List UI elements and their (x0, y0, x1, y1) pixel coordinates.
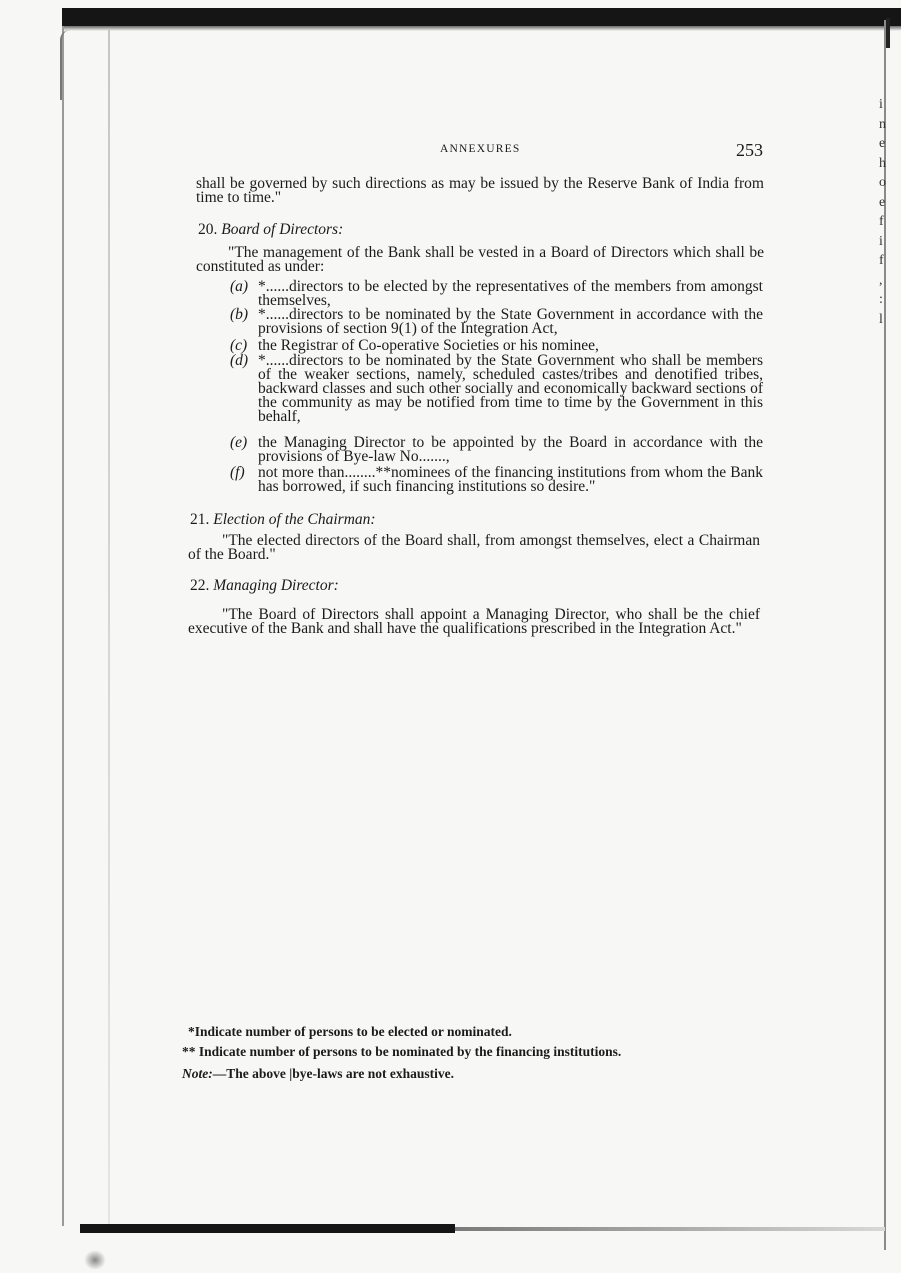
scan-page-curl (60, 30, 78, 100)
margin-fragment: e (879, 194, 886, 210)
section-21-heading (190, 512, 376, 528)
margin-fragment: l (879, 311, 883, 327)
section-number: 20. (198, 221, 218, 238)
list-item (230, 280, 765, 308)
running-head: ANNEXURES (440, 143, 521, 155)
scan-top-border (62, 8, 901, 26)
margin-fragment: i (879, 233, 883, 249)
footnote-note (182, 1066, 454, 1082)
note-label: Note: (182, 1066, 213, 1081)
margin-fragment: , (879, 272, 883, 288)
section-22-paragraph: "The Board of Directors shall appoint a Managing Director, who shall be the chief executive of the Bank and shall have the qualifications prescribed in the Integration Act." (188, 606, 760, 637)
list-item (230, 308, 765, 336)
item-text: *......directors to be nominated by the State Government who shall be members of the weaker sections, namely, scheduled castes/tribes and denotified tribes, backward classes and such other socially and economically backward sections of the community as may be notified from time to time by the Government in this behalf, (258, 352, 763, 425)
scan-top-shadow (62, 26, 901, 31)
scan-left-edge (62, 26, 64, 1226)
margin-fragment: n (879, 116, 886, 132)
item-label: (f) (230, 464, 245, 481)
item-label: (a) (230, 278, 249, 295)
item-label: (c) (230, 337, 248, 354)
item-text: *......directors to be nominated by the State Government in accordance with the provisions of section 9(1) of the Integration Act, (258, 306, 763, 337)
margin-fragment: f (879, 214, 884, 229)
item-label: (b) (230, 306, 249, 323)
margin-fragment: o (879, 175, 886, 190)
section-22-heading (190, 578, 339, 594)
footnote-double-star: ** Indicate number of persons to be nominated by the financing institutions. (182, 1044, 622, 1059)
list-item (230, 339, 765, 353)
margin-fragment: h (879, 155, 886, 171)
margin-fragment: f (879, 253, 884, 268)
item-text: the Managing Director to be appointed by the Board in accordance with the provisions of Bye-law No......., (258, 434, 763, 465)
footnote-single-star: *Indicate number of persons to be elected or nominated. (188, 1024, 512, 1039)
section-20-paragraph: "The management of the Bank shall be vested in a Board of Directors which shall be constituted as under: (196, 244, 764, 275)
section-21-paragraph: "The elected directors of the Board shall, from amongst themselves, elect a Chairman of the Board." (188, 532, 760, 563)
adjacent-page-fragments (879, 95, 893, 329)
list-item (230, 436, 765, 464)
margin-fragment: i (879, 97, 883, 112)
list-item (230, 354, 765, 438)
scan-gutter-line (108, 30, 110, 1230)
margin-fragment: : (879, 292, 883, 307)
item-label: (d) (230, 352, 249, 369)
note-text: —The above |bye-laws are not exhaustive. (212, 1066, 454, 1081)
page-number: 253 (736, 140, 763, 160)
item-label: (e) (230, 434, 248, 451)
intro-paragraph: shall be governed by such directions as may be issued by the Reserve Bank of India from time to time." (196, 175, 764, 206)
section-number: 22. (190, 577, 210, 594)
section-20-heading (198, 222, 343, 238)
scan-corner-smudge (84, 1250, 106, 1270)
section-title: Election of the Chairman: (213, 511, 376, 528)
item-text: *......directors to be elected by the representatives of the members from amongst themselves, (258, 278, 763, 309)
item-text: not more than........**nominees of the financing institutions from whom the Bank has borrowed, if such financing institutions so desire." (258, 464, 763, 495)
list-item (230, 466, 765, 494)
scan-bottom-border (80, 1224, 455, 1233)
section-title: Managing Director: (213, 577, 339, 594)
item-text: the Registrar of Co-operative Societies or his nominee, (258, 337, 599, 354)
section-number: 21. (190, 511, 210, 528)
section-title: Board of Directors: (221, 221, 344, 238)
scan-right-spine (886, 18, 890, 48)
scan-bottom-shadow (455, 1227, 885, 1231)
margin-fragment: e (879, 136, 886, 151)
